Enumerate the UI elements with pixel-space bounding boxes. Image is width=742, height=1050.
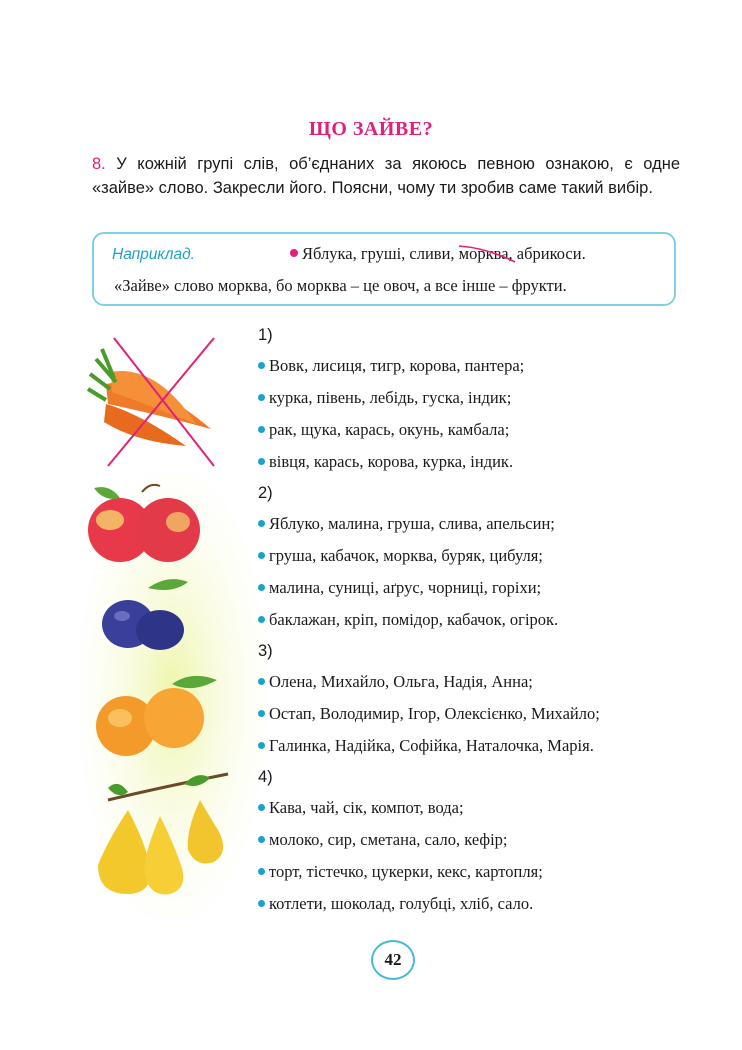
bullet-icon xyxy=(258,426,265,433)
list-item xyxy=(258,610,558,630)
list-item xyxy=(258,578,541,598)
bullet-icon xyxy=(258,710,265,717)
task-instructions: У кожній групі слів, об’єднаних за якоюсь певною ознакою, є одне «зайве» слово. Закресли його. Поясни, чому ти зробив саме такий вибір. xyxy=(92,155,680,197)
list-item xyxy=(258,704,600,724)
pears-illustration xyxy=(88,770,233,900)
list-item xyxy=(258,514,555,534)
bullet-icon xyxy=(258,616,265,623)
bullet-icon xyxy=(258,804,265,811)
example-words-end: , абрикоси. xyxy=(508,244,586,263)
bullet-icon xyxy=(290,249,298,257)
group-4-label: 4) xyxy=(258,768,273,786)
list-item xyxy=(258,798,464,818)
list-item-text: курка, півень, лебідь, гуска, індик; xyxy=(269,388,512,407)
list-item xyxy=(258,672,533,692)
list-item-text: торт, тістечко, цукерки, кекс, картопля; xyxy=(269,862,543,881)
list-item xyxy=(258,388,511,408)
task-text xyxy=(92,152,680,200)
apricots-illustration xyxy=(92,670,222,758)
list-item-text: вівця, карась, корова, курка, індик. xyxy=(269,452,514,471)
group-2-label: 2) xyxy=(258,484,273,502)
list-item xyxy=(258,736,594,756)
bullet-icon xyxy=(258,836,265,843)
list-item-text: баклажан, кріп, помідор, кабачок, огірок. xyxy=(269,610,559,629)
list-item xyxy=(258,830,508,850)
page-number: 42 xyxy=(371,940,415,980)
bullet-icon xyxy=(258,458,265,465)
list-item-text: Галинка, Надійка, Софійка, Наталочка, Марія. xyxy=(269,736,594,755)
bullet-icon xyxy=(258,394,265,401)
list-item-text: груша, кабачок, морква, буряк, цибуля; xyxy=(269,546,543,565)
example-line-2: «Зайве» слово морква, бо морква – це овоч, а все інше – фрукти. xyxy=(114,276,567,295)
list-item-text: Кава, чай, сік, компот, вода; xyxy=(269,798,464,817)
example-label: Наприклад. xyxy=(112,246,195,263)
strike-line-icon xyxy=(457,238,517,264)
bullet-icon xyxy=(258,900,265,907)
list-item xyxy=(258,452,513,472)
list-item-text: малина, суниці, аґрус, чорниці, горіхи; xyxy=(269,578,542,597)
bullet-icon xyxy=(258,742,265,749)
list-item-text: Остап, Володимир, Ігор, Олексієнко, Михайло; xyxy=(269,704,600,723)
list-item-text: Олена, Михайло, Ольга, Надія, Анна; xyxy=(269,672,533,691)
group-1-label: 1) xyxy=(258,326,273,344)
bullet-icon xyxy=(258,552,265,559)
list-item xyxy=(258,862,543,882)
group-3-label: 3) xyxy=(258,642,273,660)
bullet-icon xyxy=(258,520,265,527)
list-item xyxy=(258,356,524,376)
list-item-text: молоко, сир, сметана, сало, кефір; xyxy=(269,830,508,849)
task-number: 8. xyxy=(92,155,106,173)
list-item xyxy=(258,420,509,440)
list-item-text: котлети, шоколад, голубці, хліб, сало. xyxy=(269,894,534,913)
example-box xyxy=(92,232,676,306)
list-item-text: рак, щука, карась, окунь, камбала; xyxy=(269,420,510,439)
list-item xyxy=(258,546,543,566)
bullet-icon xyxy=(258,362,265,369)
example-words: Яблука, груші, сливи, xyxy=(302,244,459,263)
plums-illustration xyxy=(98,574,198,654)
bullet-icon xyxy=(258,584,265,591)
list-item xyxy=(258,894,533,914)
bullet-icon xyxy=(258,868,265,875)
bullet-icon xyxy=(258,678,265,685)
carrots-crossed-illustration xyxy=(86,334,226,474)
apples-illustration xyxy=(80,482,210,567)
struck-word xyxy=(459,244,509,263)
struck-word-text: морква xyxy=(458,244,509,263)
list-item-text: Вовк, лисиця, тигр, корова, пантера; xyxy=(269,356,525,375)
page-title: ЩО ЗАЙВЕ? xyxy=(308,118,434,140)
example-line-1 xyxy=(290,244,586,264)
list-item-text: Яблуко, малина, груша, слива, апельсин; xyxy=(269,514,555,533)
